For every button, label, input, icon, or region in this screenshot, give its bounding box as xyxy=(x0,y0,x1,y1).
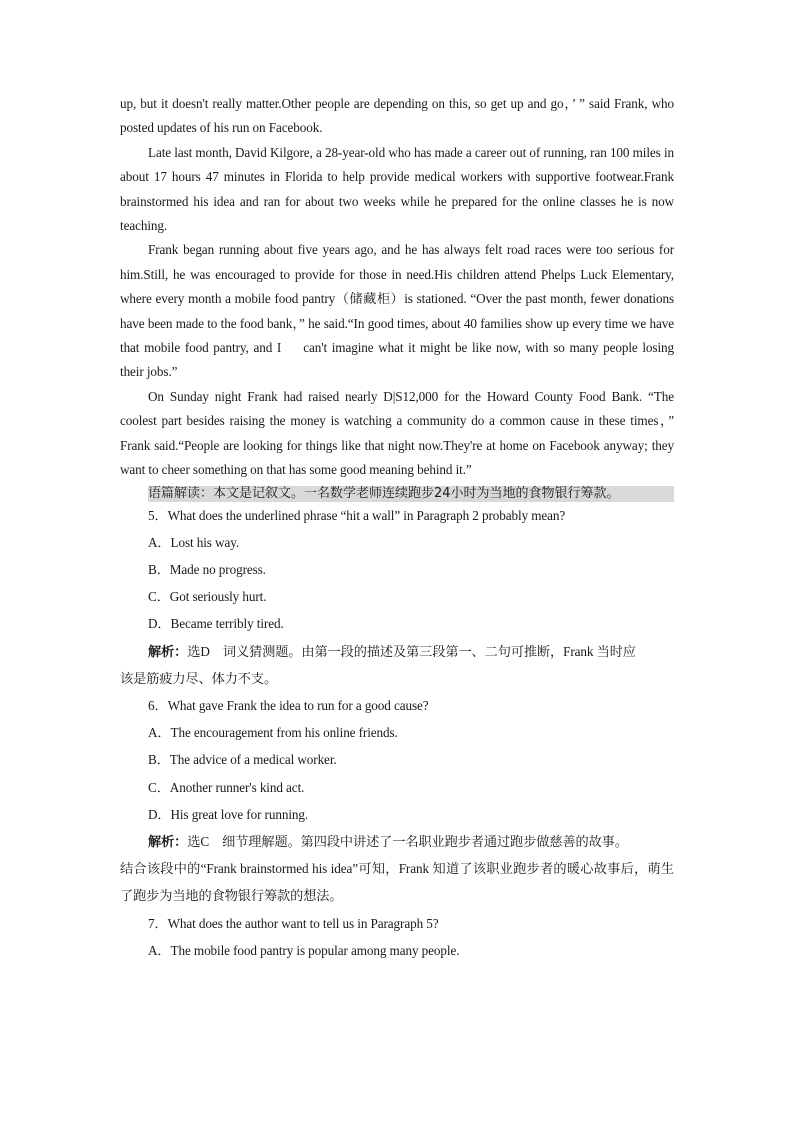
question-7-stem: 7．What does the author want to tell us in Paragraph 5? xyxy=(148,915,439,931)
question-6-analysis xyxy=(120,828,674,855)
question-6-option-b: B．The advice of a medical worker. xyxy=(148,752,337,768)
question-6-analysis-first: 选C 细节理解题。第四段中讲述了一名职业跑步者通过跑步做慈善的故事。 xyxy=(187,833,628,849)
question-5-stem: 5．What does the underlined phrase “hit a wall” in Paragraph 2 probably mean? xyxy=(148,507,566,523)
question-6-option-d: D．His great love for running. xyxy=(148,806,309,822)
passage-paragraph-2: Late last month, David Kilgore, a 28-year-old who has made a career out of running, ran 100 miles in about 17 hours 47 minutes in Florida to help provide medical workers with supportive footwear.Frank brainstormed his idea and ran for about two weeks while he prepared for the online classes he is now teaching. xyxy=(120,144,674,234)
question-5-option-a: A．Lost his way. xyxy=(148,534,240,550)
question-5-option-d: D．Became terribly tired. xyxy=(148,616,284,632)
question-5-option-c: C．Got seriously hurt. xyxy=(148,589,267,605)
question-6-analysis-rest: 结合该段中的“Frank brainstormed his idea”可知，Frank 知道了该职业跑步者的暖心故事后，萌生了跑步为当地的食物银行筹款的想法。 xyxy=(120,861,674,904)
question-7-option-a: A．The mobile food pantry is popular among many people. xyxy=(148,942,460,958)
summary-box: 语篇解读：本文是记叙文。一名数学老师连续跑步24小时为当地的食物银行筹款。 xyxy=(148,486,674,502)
analysis-label: 解析： xyxy=(148,833,188,849)
question-6-stem: 6．What gave Frank the idea to run for a good cause? xyxy=(148,697,429,713)
passage-paragraph-3-text: Frank began running about five years ago, and he has always felt road races were too serious for him.Still, he was encouraged to provide for those in need.His children attend Phelps Luck Elementary, where every month a mobile food pantry（储藏柜）is stationed. “Over the past month, fewer donations have been made to the food bank，” he said.“In good times, about 40 families show up every time we have that mobile food pantry, and I xyxy=(120,242,674,356)
question-5-analysis-first: 选D 词义猜测题。由第一段的描述及第三段第一、二句可推断，Frank 当时应 xyxy=(187,643,636,659)
passage-paragraph-3 xyxy=(120,238,674,384)
question-6-option-a: A．The encouragement from his online friends. xyxy=(148,725,398,741)
question-5-analysis xyxy=(120,638,674,665)
question-5-option-b: B．Made no progress. xyxy=(148,561,266,577)
passage-paragraph-4: On Sunday night Frank had raised nearly D|S12,000 for the Howard County Food Bank. “The coolest part besides raising the money is watching a community do a common cause in these times，” Frank said.“People are looking for things like that night now.They're at home on Facebook anyway; they want to cheer something on that has some good meaning behind it.” xyxy=(120,388,674,478)
question-6-option-c: C．Another runner's kind act. xyxy=(148,779,305,795)
document-page xyxy=(120,92,674,964)
passage-paragraph-1: up, but it doesn't really matter.Other people are depending on this, so get up and go，’ ” said Frank, who posted updates of his run on Facebook. xyxy=(120,96,674,136)
passage-paragraph-3-end: can't imagine what it might be like now, with so many people losing their jobs.” xyxy=(120,340,674,380)
analysis-label: 解析： xyxy=(148,643,188,659)
question-5-analysis-rest: 该是筋疲力尽、体力不支。 xyxy=(120,670,278,686)
